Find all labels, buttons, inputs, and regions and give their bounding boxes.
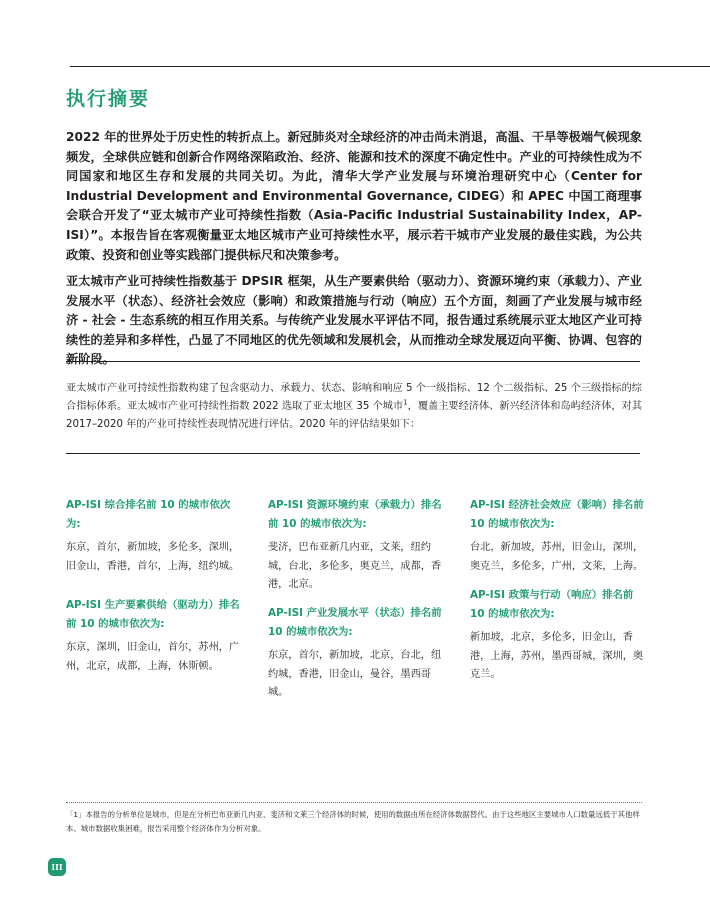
footnote: 「1」本报告的分析单位是城市，但是在分析巴布亚新几内亚、斐济和文莱三个经济体的时候，使用的数据由所在经济体数据替代。由于这些地区主要城市人口数量远低于其他样本、城市数据收集困难，报告采用整个经济体作为分析对象。 bbox=[66, 810, 640, 833]
ranking-overall bbox=[66, 496, 244, 576]
summary-paragraph-2: 亚太城市产业可持续性指数基于 DPSIR 框架，从生产要素供给（驱动力）、资源环境约束（承载力）、产业发展水平（状态）、经济社会效应（影响）和政策措施与行动（响应）五个方面，刻画了产业发展与城市经济 - 社会 - 生态系统的相互作用关系。与传统产业发展水平评估不同，报告通过系统展示亚太地区产业可持续性的差异和多样性，凸显了不同地区的优先领域和发展机会，从而推动全球发展迈向平衡、协调、包容的新阶段。 bbox=[66, 274, 642, 367]
ranking-cities: 东京，深圳，旧金山，首尔，苏州，广州，北京，成都，上海，休斯顿。 bbox=[66, 642, 240, 672]
page-title: 执行摘要 bbox=[66, 88, 151, 110]
top-rule bbox=[70, 66, 710, 67]
footnote-divider bbox=[66, 802, 642, 803]
ranking-cities: 台北，新加坡，苏州，旧金山，深圳，奥克兰，多伦多，广州，文莱，上海。 bbox=[470, 542, 644, 572]
index-intro-part-1: 亚太城市产业可持续性指数构建了包含驱动力、承载力、状态、影响和响应 5 个一级指标、12 个二级指标、25 个三级指标的综合指标体系。亚太城市产业可持续性指数 2022 选取了亚太地区 35 个城市 bbox=[66, 383, 642, 412]
ranking-impact bbox=[470, 496, 648, 576]
section-divider-bottom bbox=[66, 453, 640, 454]
section-divider-top bbox=[66, 361, 640, 362]
summary-paragraph-1: 2022 年的世界处于历史性的转折点上。新冠肺炎对全球经济的冲击尚未消退，高温、干旱等极端气候现象频发，全球供应链和创新合作网络深陷政治、经济、能源和技术的深度不确定性中。产业的可持续性成为不同国家和地区生存和发展的共同关切。为此，清华大学产业发展与环境治理研究中心（Center for Industrial Development and Environmental Governance, CIDEG）和 APEC 中国工商理事会联合开发了“亚太城市产业可持续性指数（Asia-Pacific Industrial Sustainability Index，AP-ISI）”。本报告旨在客观衡量亚太地区城市产业可持续性水平，展示若干城市产业发展的最佳实践，为公共政策、投资和创业等实践部门提供标尺和决策参考。 bbox=[66, 130, 642, 262]
ranking-heading: AP-ISI 经济社会效应（影响）排名前 10 的城市依次为: bbox=[470, 499, 644, 530]
ranking-heading: AP-ISI 资源环境约束（承载力）排名前 10 的城市依次为: bbox=[268, 499, 442, 530]
ranking-heading: AP-ISI 政策与行动（响应）排名前 10 的城市依次为: bbox=[470, 589, 634, 620]
ranking-carrying-capacity bbox=[268, 496, 446, 595]
footnote-reference: 1 bbox=[403, 398, 408, 407]
index-intro-part-2: ，覆盖主要经济体、新兴经济体和岛屿经济体，对其 2017–2020 年的产业可持续性表现情况进行评估。2020 年的评估结果如下： bbox=[66, 400, 643, 430]
ranking-driving-force bbox=[66, 596, 244, 676]
ranking-heading: AP-ISI 综合排名前 10 的城市依次为: bbox=[66, 499, 231, 530]
index-intro bbox=[66, 380, 642, 433]
ranking-heading: AP-ISI 产业发展水平（状态）排名前 10 的城市依次为: bbox=[268, 607, 442, 638]
ranking-cities: 新加坡，北京，多伦多，旧金山，香港，上海，苏州，墨西哥城，深圳，奥克兰。 bbox=[470, 632, 644, 680]
page-number-badge: III bbox=[48, 858, 66, 876]
ranking-cities: 东京，首尔，新加坡，北京，台北，纽约城，香港，旧金山，曼谷，墨西哥城。 bbox=[268, 650, 442, 698]
ranking-response bbox=[470, 586, 648, 685]
ranking-cities: 斐济，巴布亚新几内亚，文莱，纽约城，台北，多伦多，奥克兰，成都，香港，北京。 bbox=[268, 542, 442, 590]
ranking-cities: 东京，首尔，新加坡，多伦多，深圳，旧金山，香港，首尔，上海，纽约城。 bbox=[66, 542, 240, 572]
ranking-state bbox=[268, 604, 446, 703]
ranking-heading: AP-ISI 生产要素供给（驱动力）排名前 10 的城市依次为: bbox=[66, 599, 240, 630]
